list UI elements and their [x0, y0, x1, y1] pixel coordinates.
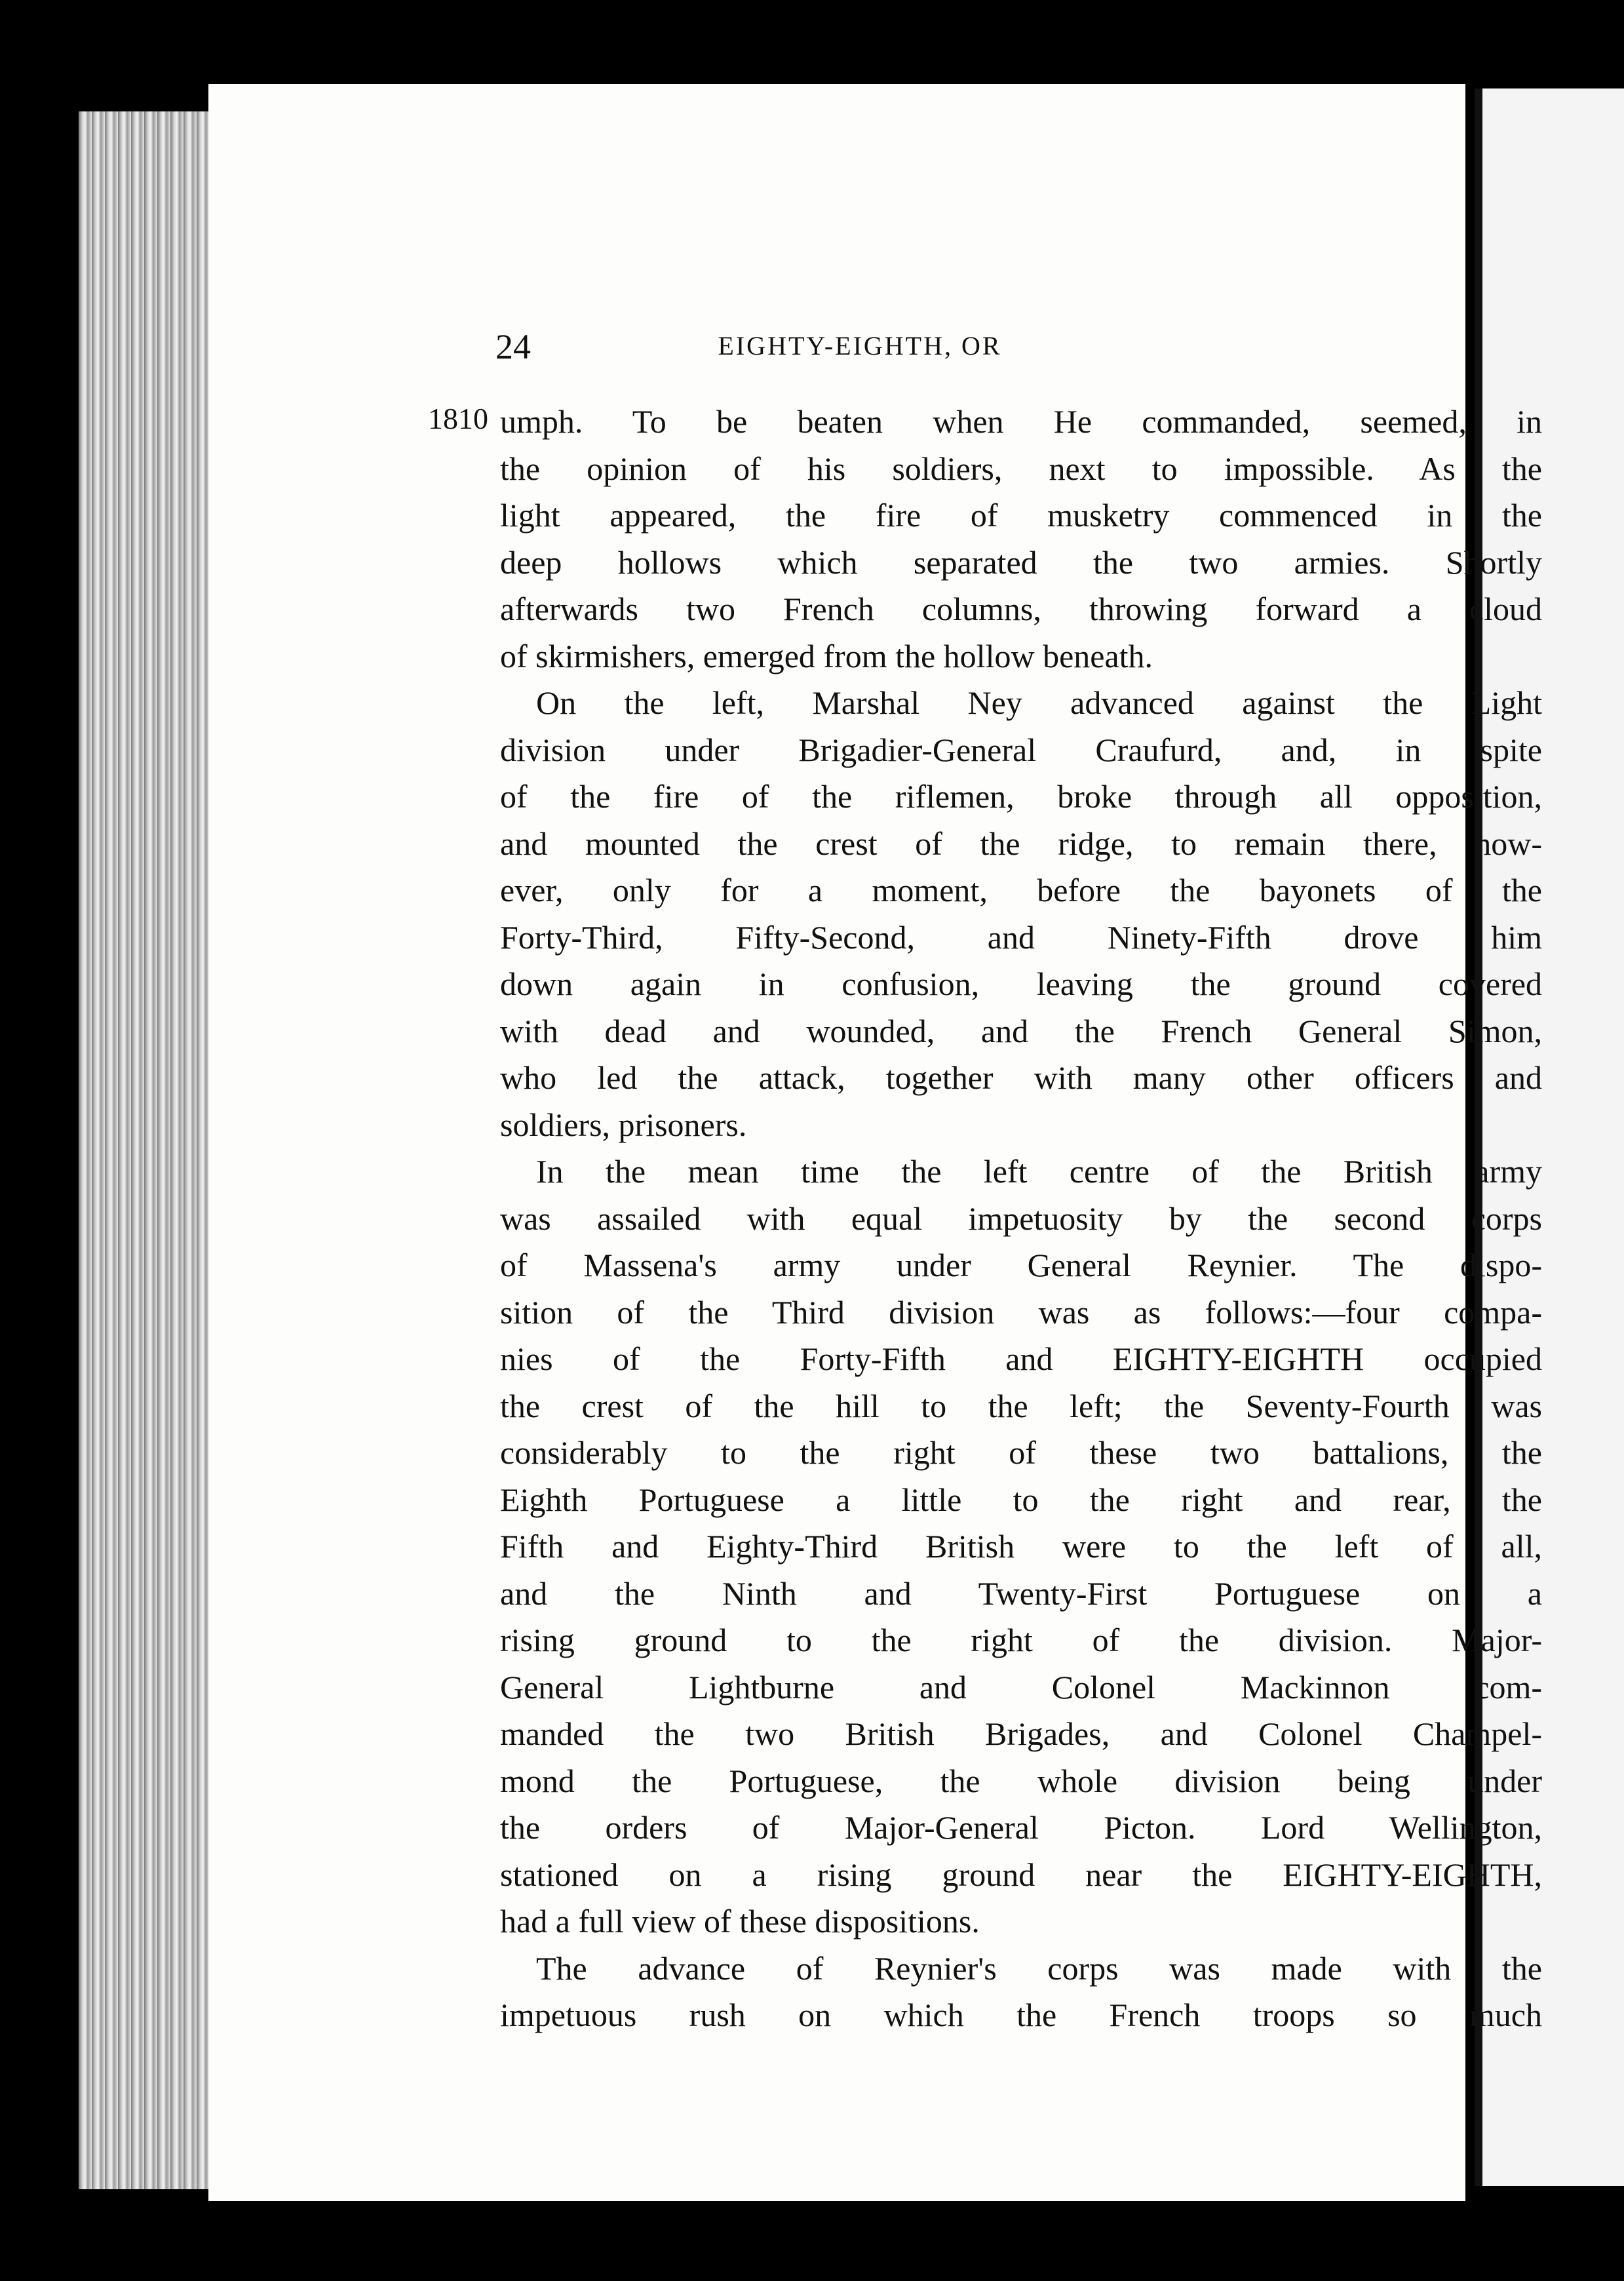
book-page: [208, 84, 1542, 2201]
body-text: [500, 399, 1542, 2039]
text-line: mond the Portuguese, the whole division being under: [500, 1762, 1542, 1799]
page-header: [208, 326, 1465, 366]
text-line: ever, only for a moment, before the bayonets of the: [500, 872, 1542, 908]
text-line: the orders of Major-General Picton. Lord Wellington,: [500, 1809, 1542, 1846]
text-line: stationed on a rising ground near the EIGHTY-EIGHTH,: [500, 1856, 1542, 1893]
text-line: rising ground to the right of the division. Major-: [500, 1622, 1542, 1658]
text-line: deep hollows which separated the two armies. Shortly: [500, 543, 1542, 581]
page-number: 24: [495, 327, 531, 366]
text-line: Fifth and Eighty-Third British were to the left of all,: [500, 1528, 1542, 1565]
paragraph-first-line: The advance of Reynier's corps was made with the: [536, 1949, 1542, 1987]
text-line: of skirmishers, emerged from the hollow beneath.: [500, 637, 1153, 674]
text-line: Eighth Portuguese a little to the right and rear, the: [500, 1481, 1542, 1518]
text-line: nies of the Forty-Fifth and EIGHTY-EIGHTH occupied: [500, 1340, 1542, 1377]
text-line: General Lightburne and Colonel Mackinnon com-: [500, 1668, 1542, 1706]
text-line: soldiers, prisoners.: [500, 1106, 747, 1143]
text-line: umph. To be beaten when He commanded, seemed, in: [500, 403, 1542, 440]
text-line: the opinion of his soldiers, next to impossible. As the: [500, 450, 1542, 487]
text-line: down again in confusion, leaving the ground covered: [500, 965, 1542, 1002]
paragraph-first-line: On the left, Marshal Ney advanced against the Light: [536, 684, 1542, 721]
text-line: and the Ninth and Twenty-First Portuguese on a: [500, 1574, 1542, 1612]
text-line: Forty-Third, Fifty-Second, and Ninety-Fifth drove him: [500, 918, 1542, 956]
text-line: of the fire of the riflemen, broke through all opposition,: [500, 778, 1542, 815]
text-line: who led the attack, together with many other officers and: [500, 1059, 1542, 1096]
text-line: had a full view of these dispositions.: [500, 1903, 980, 1940]
margin-year: 1810: [428, 402, 488, 435]
text-line: of Massena's army under General Reynier. The dispo-: [500, 1247, 1542, 1283]
text-line: with dead and wounded, and the French General Simon,: [500, 1012, 1542, 1049]
text-line: manded the two British Brigades, and Colonel Champel-: [500, 1715, 1542, 1752]
text-line: division under Brigadier-General Craufurd, and, in spite: [500, 731, 1542, 768]
paragraph-first-line: In the mean time the left centre of the British army: [536, 1153, 1542, 1190]
text-line: impetuous rush on which the French troops so much: [500, 1997, 1542, 2033]
text-line: sition of the Third division was as follows:—four compa-: [500, 1293, 1542, 1331]
running-head: EIGHTY-EIGHTH, OR: [718, 331, 1002, 361]
book-page-edges: [79, 111, 216, 2189]
text-line: and mounted the crest of the ridge, to remain there, how-: [500, 825, 1542, 862]
text-line: was assailed with equal impetuosity by the second corps: [500, 1199, 1542, 1237]
text-line: the crest of the hill to the left; the Seventy-Fourth was: [500, 1387, 1542, 1424]
text-line: considerably to the right of these two battalions, the: [500, 1434, 1542, 1471]
text-line: afterwards two French columns, throwing forward a cloud: [500, 591, 1542, 627]
text-line: light appeared, the fire of musketry commenced in the: [500, 497, 1542, 534]
